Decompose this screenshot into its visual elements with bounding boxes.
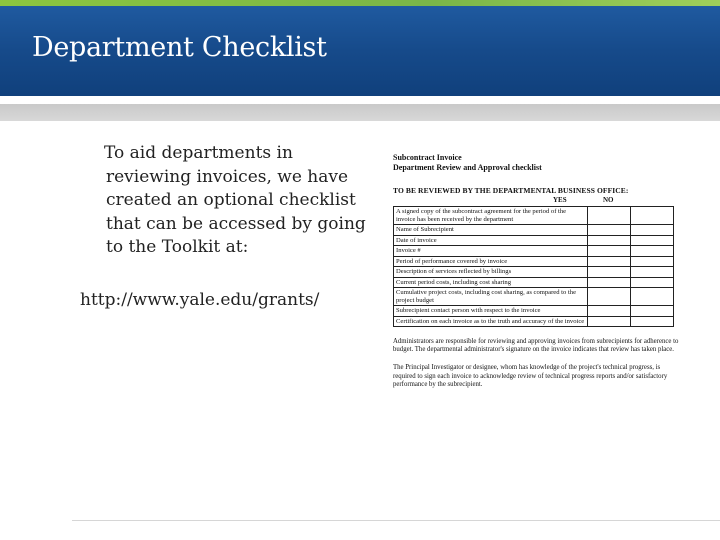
checklist-item: Certification on each invoice as to the truth and accuracy of the invoice — [394, 316, 588, 327]
toolkit-url: http://www.yale.edu/grants/ — [80, 290, 320, 310]
table-row — [394, 306, 674, 317]
checklist-document — [393, 153, 683, 389]
administrator-note: Administrators are responsible for reviewing and approving invoices from subrecipients for adherence to budget. The departmental administrator's signature on the invoice indicates that review has taken place. — [393, 338, 679, 354]
yes-cell — [588, 316, 631, 327]
yes-cell — [588, 288, 631, 306]
no-cell — [631, 235, 674, 246]
table-row — [394, 207, 674, 225]
title-bar — [0, 6, 720, 96]
yes-cell — [588, 246, 631, 257]
paragraph-line: to the Toolkit at: — [106, 237, 249, 257]
checklist-item: Date of invoice — [394, 235, 588, 246]
checklist-item: Name of Subrecipient — [394, 225, 588, 236]
yes-cell — [588, 256, 631, 267]
no-cell — [631, 246, 674, 257]
yes-column-label: YES — [553, 196, 567, 204]
table-row — [394, 225, 674, 236]
document-title: Subcontract Invoice — [393, 153, 462, 162]
table-row — [394, 277, 674, 288]
no-cell — [631, 267, 674, 278]
investigator-note: The Principal Investigator or designee, whom has knowledge of the project's technical progress, is required to sign each invoice to acknowledge review of technical progress reports and/or satisfactory performance by the subrecipient. — [393, 364, 668, 388]
yes-cell — [588, 225, 631, 236]
no-cell — [631, 277, 674, 288]
review-heading: TO BE REVIEWED BY THE DEPARTMENTAL BUSINESS OFFICE: — [393, 186, 629, 195]
checklist-table — [393, 206, 674, 327]
checklist-item: Cumulative project costs, including cost sharing, as compared to the project budget — [394, 288, 588, 306]
checklist-item: Description of services reflected by billings — [394, 267, 588, 278]
paragraph-line: To aid departments in — [104, 143, 293, 163]
table-row — [394, 235, 674, 246]
no-cell — [631, 306, 674, 317]
no-cell — [631, 207, 674, 225]
no-cell — [631, 256, 674, 267]
yes-no-header — [393, 195, 683, 206]
yes-cell — [588, 306, 631, 317]
checklist-item: Subrecipient contact person with respect to the invoice — [394, 306, 588, 317]
slide-title: Department Checklist — [32, 32, 327, 63]
paragraph-line: reviewing invoices, we have — [106, 166, 349, 187]
table-row — [394, 288, 674, 306]
table-row — [394, 316, 674, 327]
grey-band — [0, 104, 720, 121]
checklist-item: Period of performance covered by invoice — [394, 256, 588, 267]
no-cell — [631, 225, 674, 236]
no-cell — [631, 316, 674, 327]
document-subtitle: Department Review and Approval checklist — [393, 163, 542, 172]
checklist-item: Current period costs, including cost sharing — [394, 277, 588, 288]
checklist-item: A signed copy of the subcontract agreement for the period of the invoice has been received by the department — [394, 207, 588, 225]
paragraph-line: that can be accessed by going — [106, 213, 366, 234]
paragraph-line: created an optional checklist — [106, 190, 356, 210]
checklist-item: Invoice # — [394, 246, 588, 257]
yes-cell — [588, 267, 631, 278]
no-column-label: NO — [603, 196, 614, 204]
yes-cell — [588, 235, 631, 246]
body-paragraph — [90, 142, 380, 260]
table-row — [394, 256, 674, 267]
table-row — [394, 246, 674, 257]
yes-cell — [588, 207, 631, 225]
yes-cell — [588, 277, 631, 288]
spacer-band — [0, 96, 720, 104]
no-cell — [631, 288, 674, 306]
table-row — [394, 267, 674, 278]
footer-divider — [72, 520, 720, 521]
